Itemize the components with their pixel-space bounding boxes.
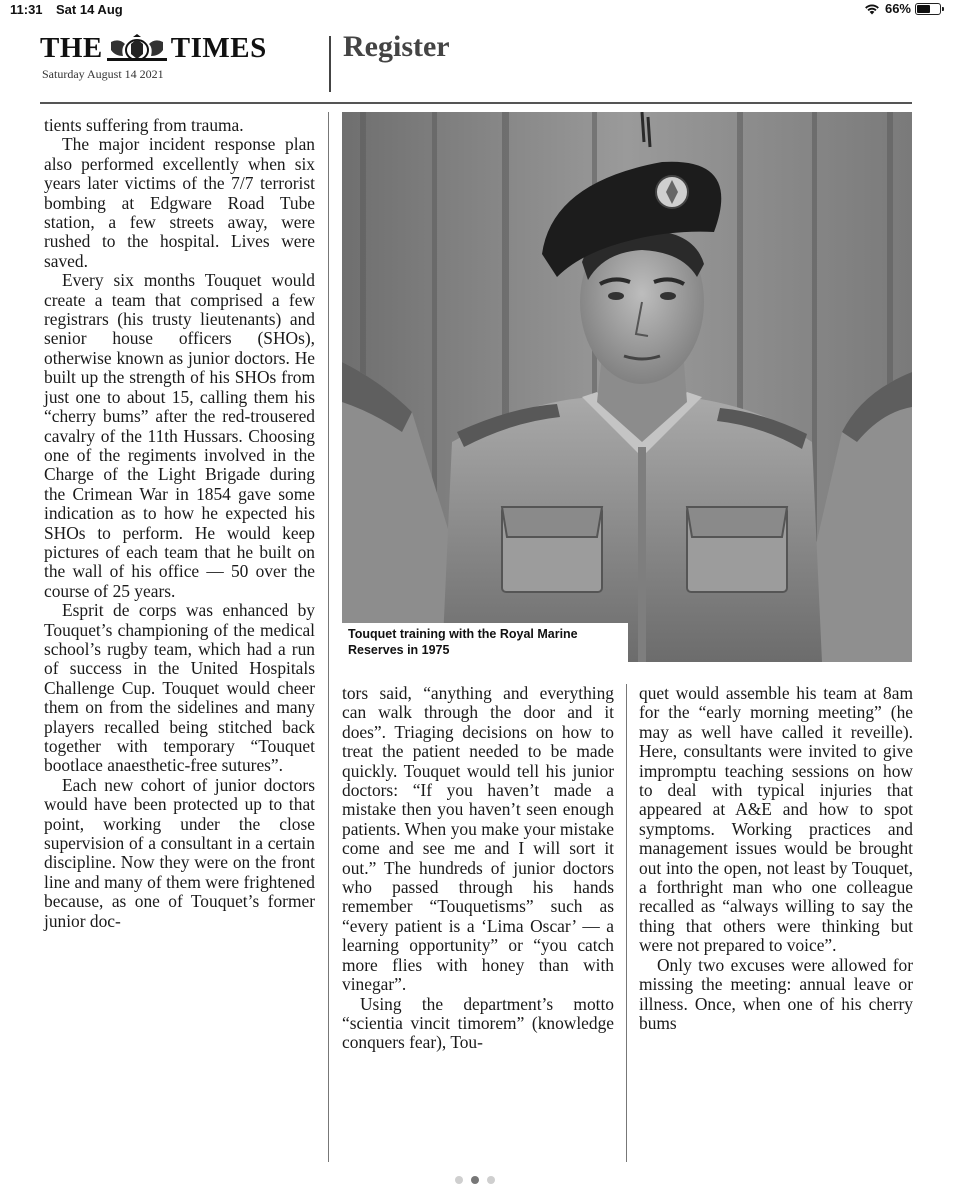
- photo-caption: Touquet training with the Royal Marine Reserves in 1975: [342, 623, 628, 662]
- status-right: [863, 1, 941, 16]
- battery-percent: 66%: [884, 1, 911, 16]
- article-column-2: [342, 684, 614, 1053]
- logo-text-left: THE: [40, 32, 103, 64]
- battery-icon: [915, 3, 941, 15]
- paragraph: quet would assemble his team at 8am for the “early morning meeting” (he may as well have called it reveille). Here, consultants were invited to give impromptu teaching sessions on how to deal with typical injuries that appeared at A&E and how to spot symptoms. Working practices and management issues would be brought out into the open, not least by Touquet, a forthright man who one colleague recalled as “always willing to say the thing that others were thinking but were not prepared to voice”.: [639, 683, 913, 956]
- status-bar: [0, 0, 955, 20]
- column-rule: [328, 112, 329, 1162]
- paragraph: tients suffering from trauma.: [44, 115, 244, 135]
- masthead-rule: [40, 102, 912, 104]
- paragraph: The major incident response plan also performed excellently when six years later victims of the 7/7 terrorist bombing at Edgware Road Tube station, a few streets away, were rushed to the hospital. Lives were saved.: [44, 134, 315, 271]
- page-dot[interactable]: [455, 1176, 463, 1184]
- article-photo: [342, 112, 912, 662]
- status-date: Sat 14 Aug: [56, 2, 123, 17]
- page-dot[interactable]: [487, 1176, 495, 1184]
- crest-icon: [105, 34, 169, 64]
- paragraph: Esprit de corps was enhanced by Touquet’s championing of the medical school’s rugby team, which had a run of success in the United Hospitals Challenge Cup. Touquet would cheer them on from the sidelines and many players recalled being stitched back together with temporary “Touquet bootlace anaesthetic-free sutures”.: [44, 600, 315, 776]
- page-dot[interactable]: [471, 1176, 479, 1184]
- section-title: Register: [343, 30, 450, 63]
- wifi-icon: [863, 3, 881, 15]
- logo-text-right: TIMES: [170, 32, 267, 64]
- status-time: 11:31: [10, 2, 43, 17]
- article-column-1: [44, 116, 315, 931]
- column-rule: [626, 684, 627, 1162]
- paragraph: tors said, “anything and everything can walk through the door and it does”. Triaging decisions on how to treat the patient needed to be made quickly. Touquet would tell his junior doctors: “If you haven’t made a mistake then you haven’t seen enough patients. When you make your mistake come and see me and I will sort it out.” The hundreds of junior doctors who passed through his hands remember “Touquetisms” such as “every patient is a ‘Lima Oscar’ — a learning opportunity” or “you catch more flies with honey than with vinegar”.: [342, 683, 614, 995]
- publication-date: Saturday August 14 2021: [42, 67, 164, 81]
- page-indicator[interactable]: [455, 1176, 495, 1184]
- paragraph: Using the department’s motto “scientia vincit timorem” (knowledge conquers fear), Tou-: [342, 993, 614, 1053]
- article-column-3: [639, 684, 913, 1033]
- photo-soldier-image: [342, 112, 912, 662]
- paragraph: Only two excuses were allowed for missing the meeting: annual leave or illness. Once, when one of his cherry bums: [639, 954, 913, 1033]
- paragraph: Each new cohort of junior doctors would have been protected up to that point, working under the close supervision of a consultant in a certain discipline. Now they were on the front line and many of them were frightened because, as one of Touquet’s former junior doc-: [44, 774, 315, 931]
- masthead: [40, 28, 910, 86]
- masthead-divider: [329, 36, 331, 92]
- paragraph: Every six months Touquet would create a team that comprised a few registrars (his trusty lieutenants) and senior house officers (SHOs), otherwise known as junior doctors. He built up the strength of his SHOs from just one to about 15, calling them his “cherry bums” after the red-trousered cavalry of the 11th Hussars. Choosing one of the regiments involved in the Charge of the Light Brigade during the Crimean War in 1854 gave some indication as to how he expected his SHOs to perform. He would keep pictures of each team that he built on the wall of his office — 50 over the course of 25 years.: [44, 270, 315, 601]
- times-logo: [40, 32, 267, 65]
